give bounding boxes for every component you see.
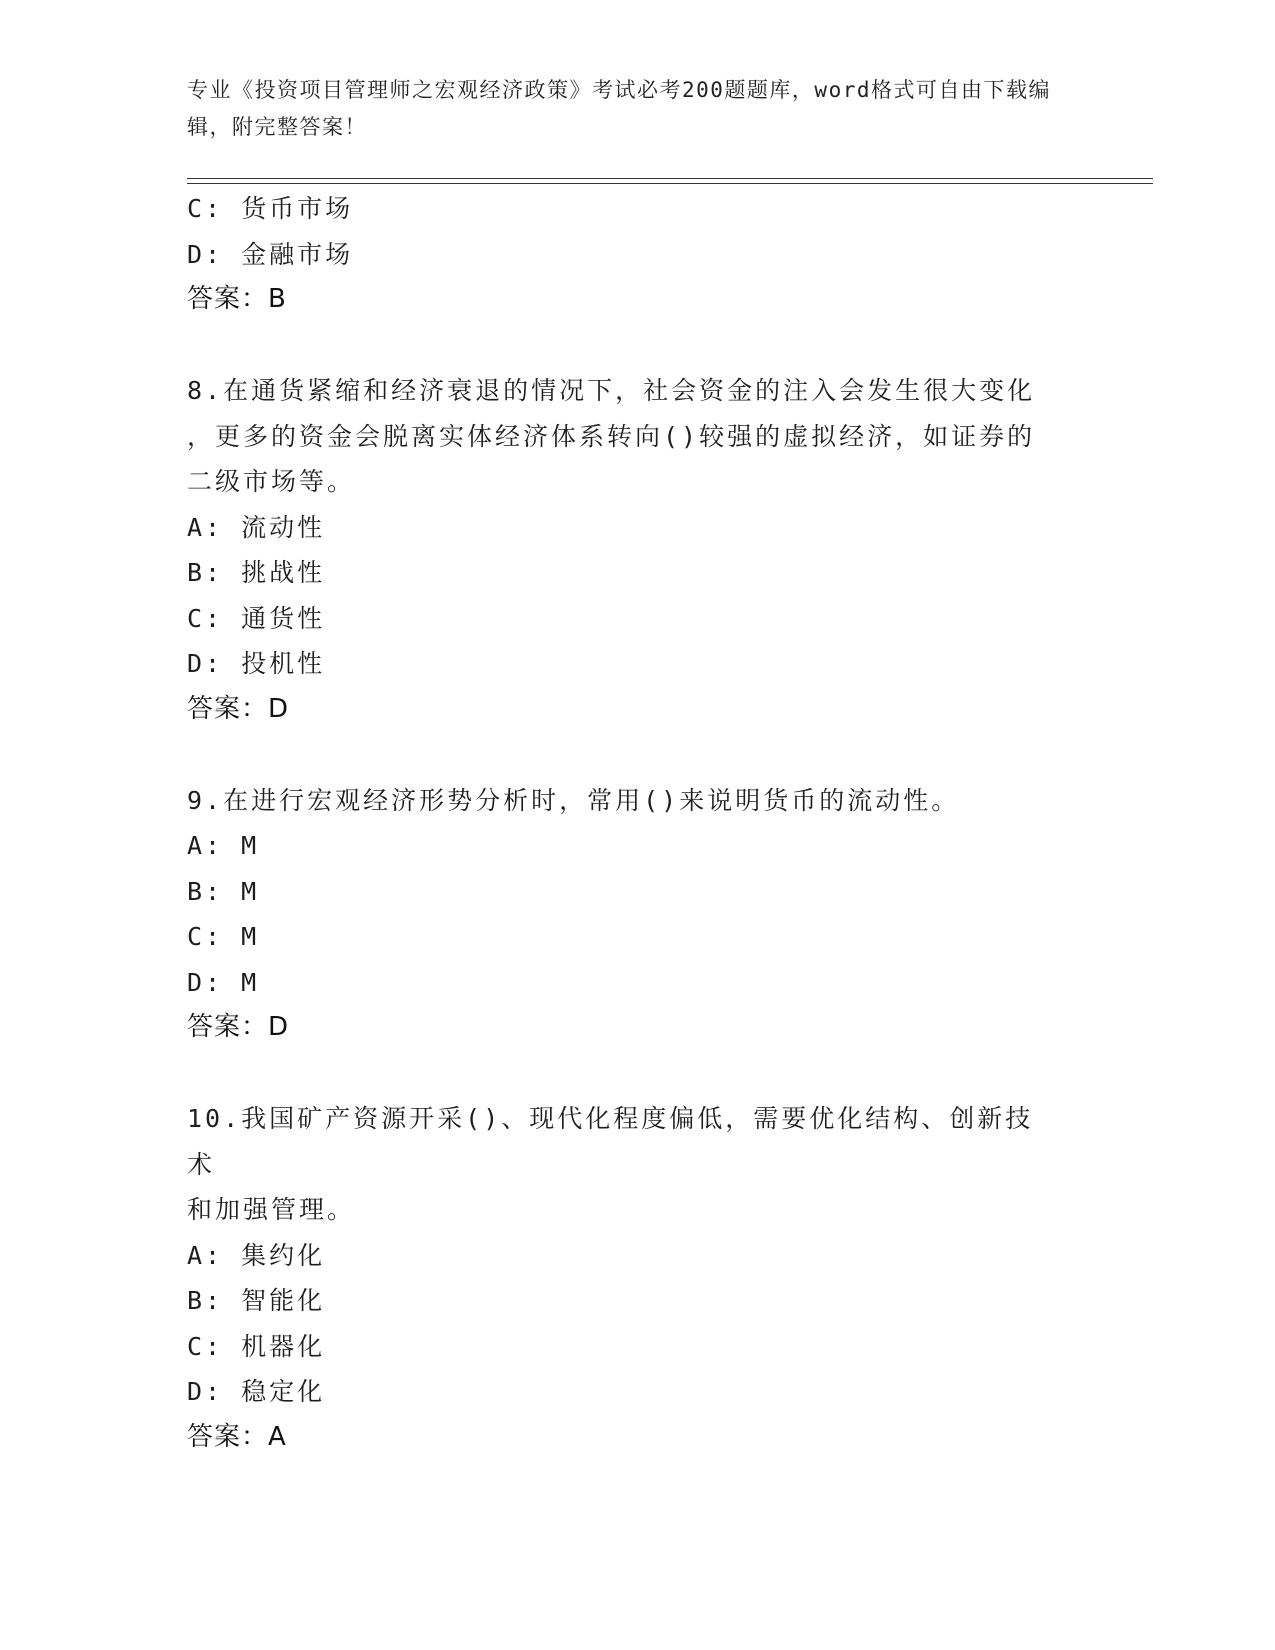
question-stem-line: 9.在进行宏观经济形势分析时，常用()来说明货币的流动性。: [187, 785, 960, 815]
option-a: A: M: [187, 831, 260, 860]
question-stem-line: ，更多的资金会脱离实体经济体系转向()较强的虚拟经济，如证券的: [187, 421, 1036, 451]
option-c: C: M: [187, 922, 260, 951]
option-a: A: 流动性: [187, 512, 326, 542]
question-stem-line: 和加强管理。: [187, 1195, 356, 1224]
option-a: A: 集约化: [187, 1240, 326, 1270]
question-8: [187, 368, 1087, 732]
question-9: [187, 778, 1087, 1051]
spacer: [187, 323, 1087, 369]
spacer: [187, 1051, 1087, 1097]
option-d: D: 金融市场: [187, 239, 354, 269]
option-c: C: 通货性: [187, 603, 326, 633]
question-stem-line: 8.在通货紧缩和经济衰退的情况下，社会资金的注入会发生很大变化: [187, 376, 1036, 405]
option-b: B: 智能化: [187, 1286, 326, 1315]
document-body: [187, 186, 1087, 1460]
header-rule-top: [187, 178, 1153, 179]
answer-line: 答案：D: [187, 1012, 290, 1042]
document-header: 专业《投资项目管理师之宏观经济政策》考试必考200题题库，word格式可自由下载编辑，附完整答案！: [187, 78, 1051, 139]
question-10: [187, 1096, 1087, 1460]
question-stem-line: 10.我国矿产资源开采()、现代化程度偏低，需要优化结构、创新技术: [187, 1104, 1034, 1179]
option-b: B: M: [187, 876, 260, 906]
answer-line: 答案：A: [187, 1421, 287, 1452]
option-b: B: 挑战性: [187, 558, 326, 587]
header-rule-bottom: [187, 183, 1153, 184]
option-c: C: 货币市场: [187, 194, 354, 223]
question-stem-line: 二级市场等。: [187, 467, 356, 496]
option-d: D: M: [187, 967, 260, 997]
option-c: C: 机器化: [187, 1331, 326, 1361]
option-d: D: 投机性: [187, 649, 326, 678]
answer-line: 答案：B: [187, 284, 287, 314]
spacer: [187, 732, 1087, 778]
option-d: D: 稳定化: [187, 1377, 326, 1406]
answer-line: 答案：D: [187, 693, 290, 724]
